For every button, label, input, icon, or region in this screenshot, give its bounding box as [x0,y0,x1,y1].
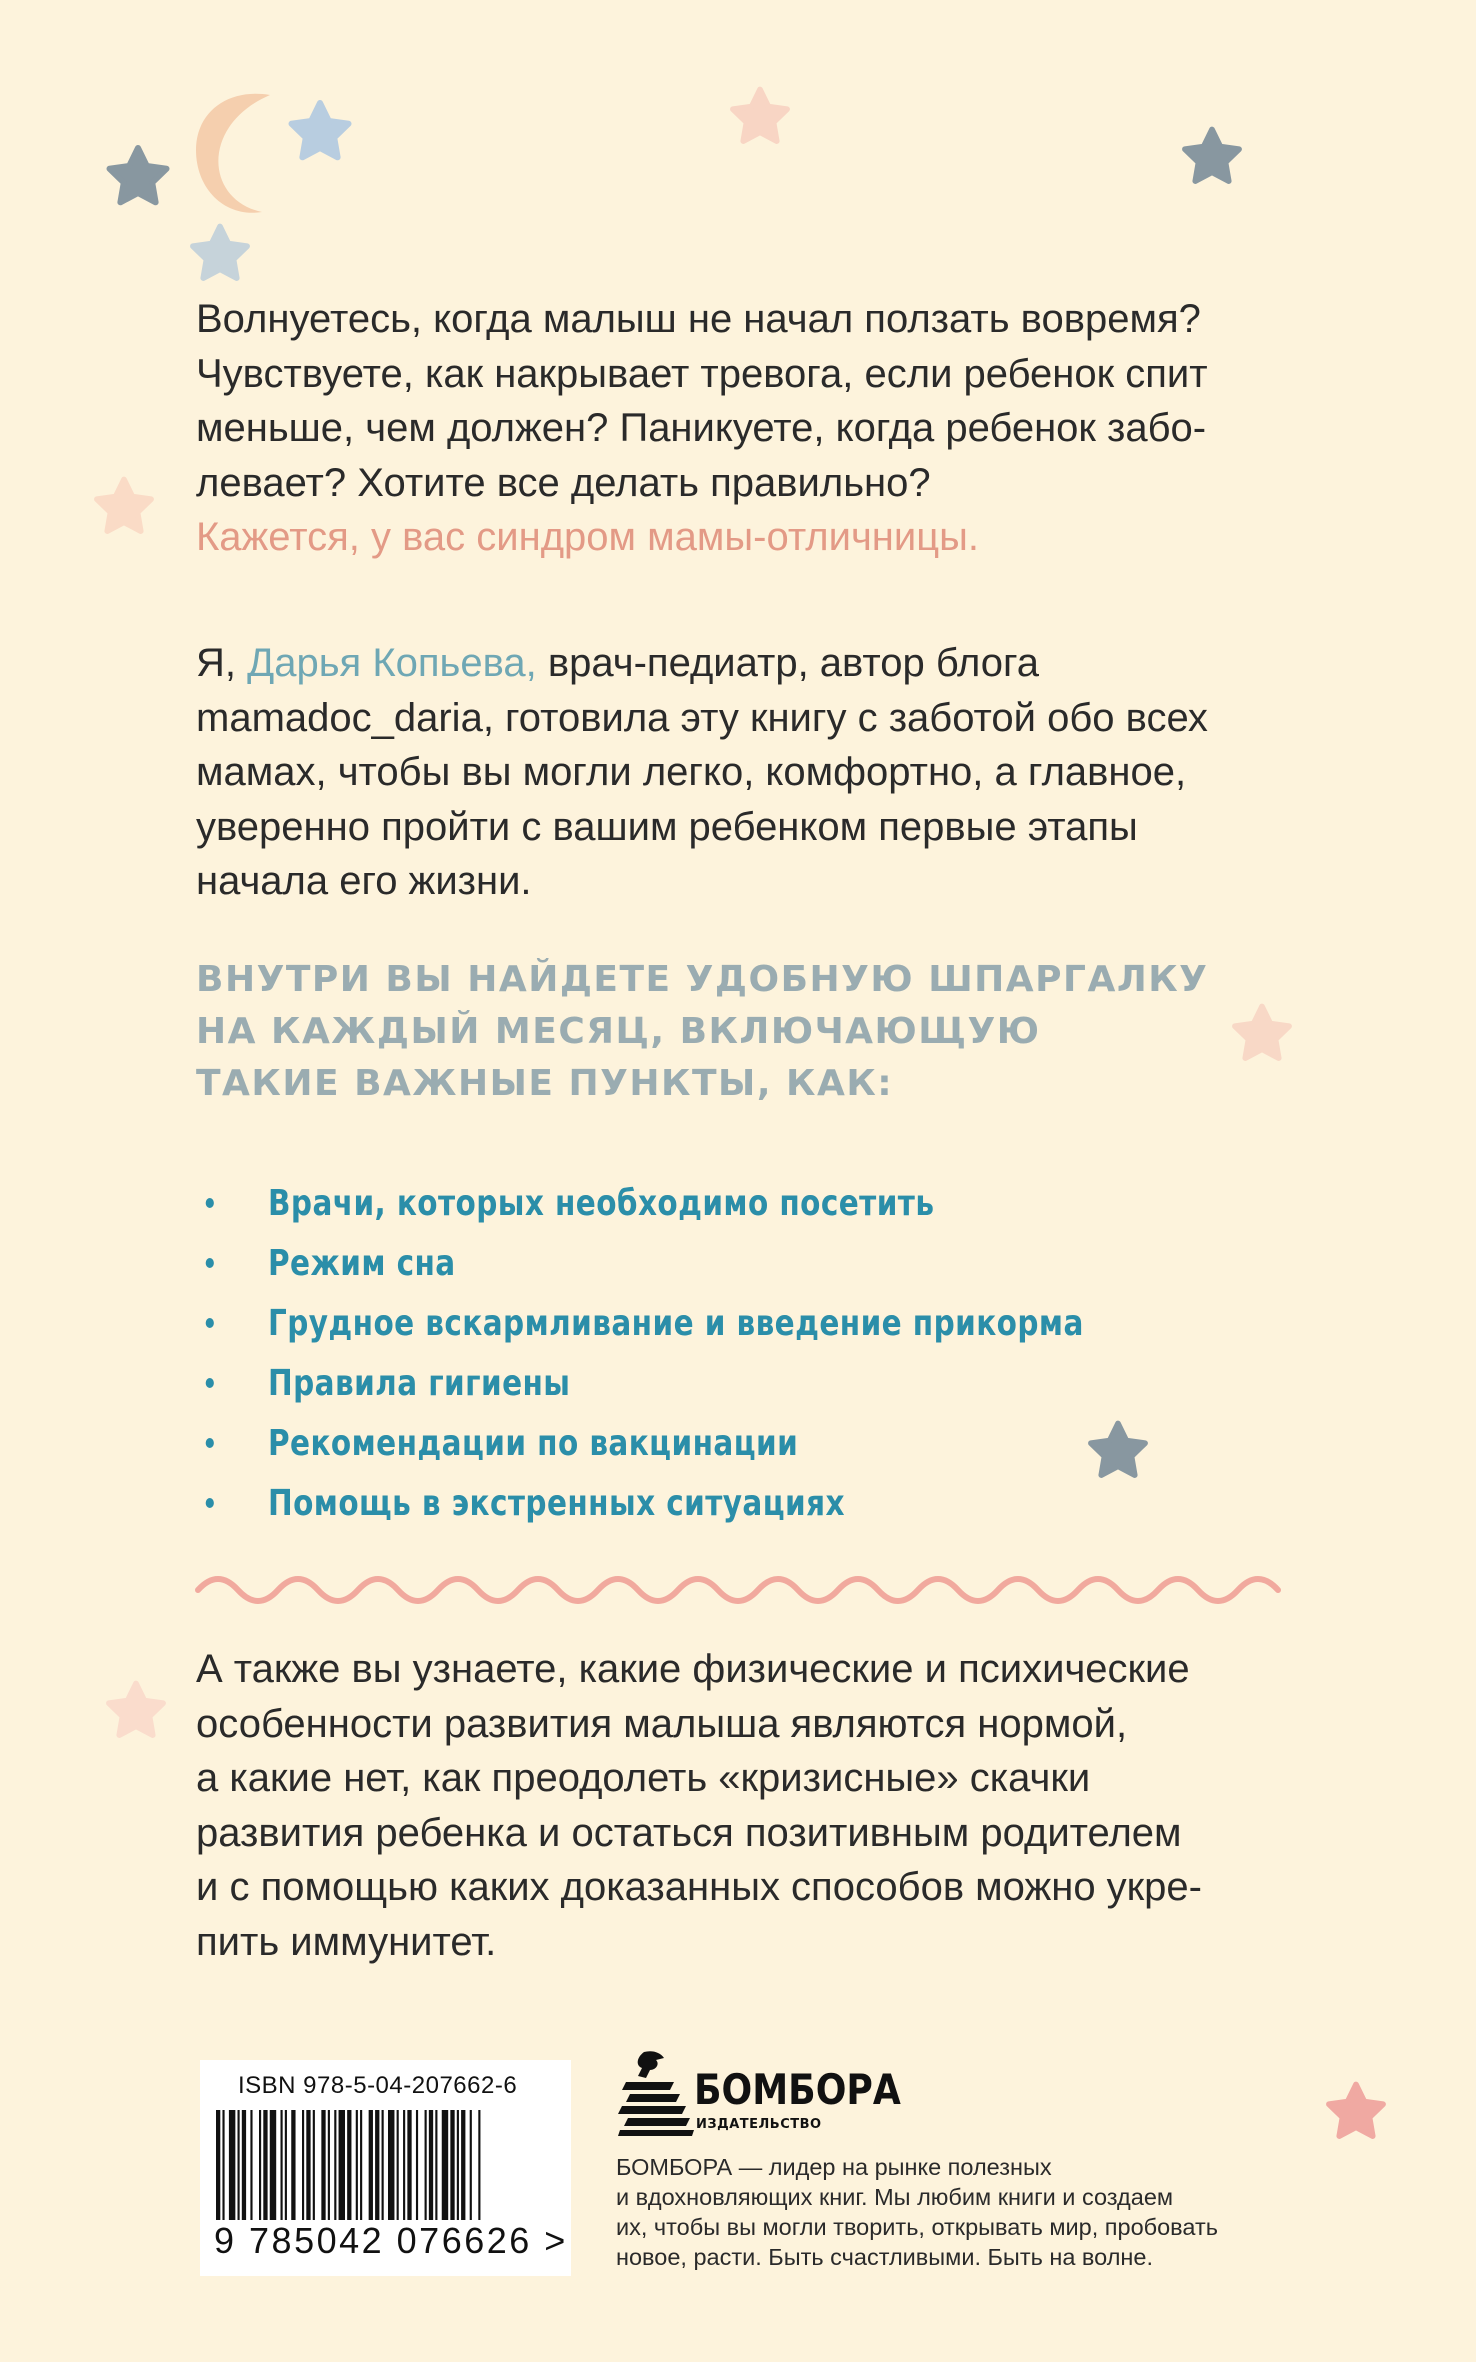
intro-highlight: Кажется, у вас синдром мамы-отличницы. [196,515,979,559]
star-icon [1329,2085,1383,2137]
publisher-line: новое, расти. Быть счастливыми. Быть на волне. [616,2244,1153,2270]
list-item [268,1414,1084,1474]
list-item [268,1474,1084,1534]
moon-icon [196,94,270,213]
author-paragraph [196,636,1346,909]
author-line: mamadoc_daria, готовила эту книгу с заботой обо всех [196,695,1208,740]
author-suffix: врач-педиатр, автор блога [536,641,1039,685]
isbn-barcode [200,2060,571,2276]
publisher-description [616,2152,1336,2272]
closing-line: развития ребенка и остаться позитивным родителем [196,1810,1182,1855]
heading-line: НА КАЖДЫЙ МЕСЯЦ, ВКЛЮЧАЮЩУЮ [196,1011,1041,1052]
author-line: начала его жизни. [196,859,532,903]
author-line: мамах, чтобы вы могли легко, комфортно, а главное, [196,750,1187,794]
closing-line: пить иммунитет. [196,1919,497,1964]
wavy-divider [198,1579,1278,1601]
intro-paragraph [196,292,1346,565]
list-item [268,1174,1084,1234]
closing-line: и с помощью каких доказанных способов можно укре- [196,1865,1202,1909]
publisher-subtitle: ИЗДАТЕЛЬСТВО [696,2117,822,2132]
publisher-line: и вдохновляющих книг. Мы любим книги и создаем [616,2184,1174,2210]
bullet-icon [206,1378,214,1388]
bullet-icon [206,1258,214,1268]
list-item [268,1234,1084,1294]
intro-line: меньше, чем должен? Паникуете, когда ребенок забо- [196,406,1207,450]
list-item-label: Помощь в экстренных ситуациях [268,1483,845,1524]
bullet-icon [206,1498,214,1508]
author-line: уверенно пройти с вашим ребенком первые этапы [196,804,1138,849]
feature-list [268,1174,1263,1534]
author-prefix: Я, [196,641,248,685]
author-name: Дарья Копьева, [247,641,537,685]
barcode-icon [210,2110,560,2222]
star-icon [292,103,349,157]
intro-line: Волнуетесь, когда малыш не начал ползать вовремя? [196,297,1201,341]
bullet-icon [206,1318,214,1328]
star-icon [109,1684,163,1736]
heading-line: ТАКИЕ ВАЖНЫЕ ПУНКТЫ, КАК: [196,1063,894,1104]
star-icon [733,90,787,142]
list-item-label: Рекомендации по вакцинации [268,1423,799,1464]
isbn-label: ISBN 978-5-04-207662-6 [238,2072,518,2099]
author-line [196,636,1346,691]
bullet-icon [206,1198,214,1208]
bullet-icon [206,1438,214,1448]
heading-line: ВНУТРИ ВЫ НАЙДЕТЕ УДОБНУЮ ШПАРГАЛКУ [196,959,1209,1000]
list-item-label: Грудное вскармливание и введение прикорма [268,1303,1084,1344]
star-icon [97,480,151,532]
list-item-label: Режим сна [268,1243,456,1284]
closing-line: особенности развития малыша являются нормой, [196,1701,1128,1746]
star-icon [1185,130,1239,182]
publisher-line: БОМБОРА — лидер на рынке полезных [616,2154,1052,2180]
star-icon [110,148,167,202]
publisher-line: их, чтобы вы могли творить, открывать мир, пробовать [616,2214,1218,2240]
list-item-label: Правила гигиены [268,1363,571,1404]
section-heading [196,954,1296,1110]
list-item [268,1354,1084,1414]
isbn-digits: 9 785042 076626 > [214,2220,568,2261]
intro-line: Чувствуете, как накрывает тревога, если ребенок спит [196,351,1208,396]
publisher-logo-icon [616,2048,696,2138]
publisher-name: БОМБОРА [694,2065,901,2114]
star-icon [193,227,247,279]
closing-paragraph [196,1642,1346,1969]
list-item-label: Врачи, которых необходимо посетить [268,1183,935,1224]
closing-line: А также вы узнаете, какие физические и психические [196,1647,1190,1691]
closing-line: а какие нет, как преодолеть «кризисные» скачки [196,1756,1091,1800]
intro-line: левает? Хотите все делать правильно? [196,460,931,505]
list-item [268,1294,1084,1354]
